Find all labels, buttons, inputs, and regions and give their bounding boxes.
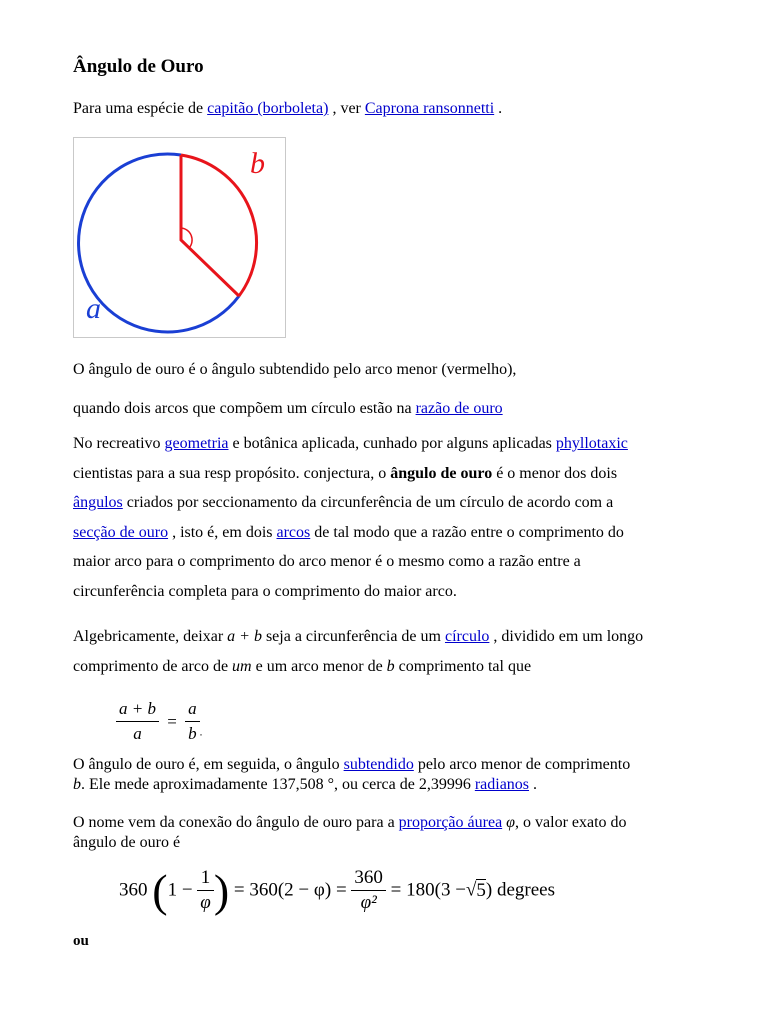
formula-ratio bbox=[116, 697, 202, 746]
denominator: b bbox=[188, 724, 197, 743]
formula-period: . bbox=[199, 726, 203, 739]
text: e botânica aplicada, cunhado por alguns aplicadas bbox=[228, 435, 556, 452]
open-paren: ( bbox=[152, 865, 168, 916]
caption-line-1: O ângulo de ouro é o ângulo subtendido pelo arco menor (vermelho), bbox=[73, 361, 517, 378]
text: O nome vem da conexão do ângulo de ouro para a bbox=[73, 814, 399, 831]
paragraph-algebra bbox=[73, 622, 723, 681]
radii-lines bbox=[181, 155, 239, 296]
page-title: Ângulo de Ouro bbox=[73, 56, 204, 77]
paragraph-subtended bbox=[73, 755, 723, 795]
text: Algebricamente, deixar bbox=[73, 628, 228, 645]
text: cientistas para a sua resp propósito. conjectura, o bbox=[73, 464, 391, 482]
intro-text: Para uma espécie de bbox=[73, 100, 208, 117]
text: O ângulo de ouro é, em seguida, o ângulo bbox=[73, 756, 344, 773]
math-degrees: ) degrees bbox=[485, 879, 555, 901]
text: criados por seccionamento da circunferência de um círculo de acordo com a bbox=[122, 494, 614, 511]
close-paren: ) bbox=[213, 865, 230, 916]
paragraph-definition bbox=[73, 429, 723, 606]
text: , o valor exato do bbox=[515, 814, 627, 831]
denominator: φ bbox=[200, 892, 211, 913]
major-arc-a bbox=[79, 154, 239, 332]
link-seccao-de-ouro[interactable]: secção de ouro bbox=[73, 523, 169, 541]
link-arcos[interactable]: arcos bbox=[276, 523, 311, 541]
math-b: b bbox=[386, 657, 395, 675]
text: No recreativo bbox=[73, 435, 165, 452]
text-line: ângulo de ouro é bbox=[73, 834, 181, 851]
bold-term: ângulo de ouro bbox=[390, 464, 493, 482]
math-um: um bbox=[232, 657, 252, 675]
fraction-left bbox=[116, 697, 159, 746]
numerator: a + b bbox=[116, 697, 159, 722]
link-circulo[interactable]: círculo bbox=[444, 628, 490, 645]
math-equals-360-2-phi: = 360(2 − φ) = bbox=[233, 879, 347, 901]
text-line: circunferência completa para o comprimento do maior arco. bbox=[73, 582, 457, 600]
text: é o menor dos dois bbox=[492, 464, 618, 482]
math-b: b bbox=[73, 776, 81, 793]
link-proporcao-aurea[interactable]: proporção áurea bbox=[398, 814, 503, 831]
link-radianos[interactable]: radianos bbox=[474, 776, 530, 793]
text: pelo arco menor de comprimento bbox=[413, 756, 631, 773]
fraction-right bbox=[185, 697, 200, 746]
text: e um arco menor de bbox=[251, 657, 387, 675]
text: de tal modo que a razão entre o comprimento do bbox=[310, 523, 624, 541]
fraction-one-over-phi bbox=[197, 866, 214, 915]
caption-line-2 bbox=[73, 394, 723, 424]
text-line: maior arco para o comprimento do arco menor é o mesmo como a razão entre a bbox=[73, 553, 581, 570]
paragraph-proportion bbox=[73, 813, 723, 853]
caption-line-2-text: quando dois arcos que compõem um círculo estão na bbox=[73, 400, 416, 417]
denominator: φ² bbox=[360, 892, 377, 913]
text: . bbox=[529, 776, 538, 793]
golden-angle-diagram bbox=[74, 138, 285, 337]
math-a-plus-b: a + b bbox=[227, 628, 262, 645]
math-one-minus: 1 − bbox=[167, 879, 193, 901]
sqrt-symbol: √5 bbox=[465, 879, 486, 901]
link-geometria[interactable]: geometria bbox=[164, 435, 229, 452]
link-razao-de-ouro[interactable]: razão de ouro bbox=[415, 400, 503, 417]
link-angulos[interactable]: ângulos bbox=[73, 494, 123, 511]
math-360: 360 bbox=[119, 879, 148, 901]
text: comprimento de arco de bbox=[73, 657, 233, 675]
intro-text-middle: , ver bbox=[328, 100, 365, 117]
text: , dividido em um longo bbox=[489, 628, 644, 645]
link-phyllotaxic[interactable]: phyllotaxic bbox=[555, 435, 628, 452]
text: , isto é, em dois bbox=[168, 523, 277, 541]
math-5: 5 bbox=[476, 879, 486, 901]
text: comprimento tal que bbox=[394, 657, 532, 675]
math-phi: φ bbox=[502, 814, 516, 831]
golden-angle-figure bbox=[73, 137, 286, 338]
math-equals-180: = 180(3 − bbox=[390, 879, 466, 901]
link-capitao-borboleta[interactable]: capitão (borboleta) bbox=[207, 100, 329, 117]
intro-line bbox=[73, 94, 723, 124]
numerator: 360 bbox=[351, 866, 386, 891]
equals-sign: = bbox=[167, 711, 177, 731]
label-a: a bbox=[86, 292, 101, 325]
link-caprona-ransonnetti[interactable]: Caprona ransonnetti bbox=[364, 100, 495, 117]
text-ou: ou bbox=[73, 933, 89, 949]
numerator: 1 bbox=[197, 866, 214, 891]
intro-suffix: . bbox=[494, 100, 503, 117]
link-subtendido[interactable]: subtendido bbox=[343, 756, 414, 773]
fraction-360-over-phi2 bbox=[351, 866, 386, 915]
text: . Ele mede aproximadamente 137,508 °, ou cerca de 2,39996 bbox=[81, 776, 475, 793]
formula-exact-value bbox=[119, 864, 555, 917]
text: seja a circunferência de um bbox=[261, 628, 445, 645]
label-b: b bbox=[250, 147, 265, 180]
numerator: a bbox=[185, 697, 200, 722]
denominator: a bbox=[133, 724, 142, 743]
